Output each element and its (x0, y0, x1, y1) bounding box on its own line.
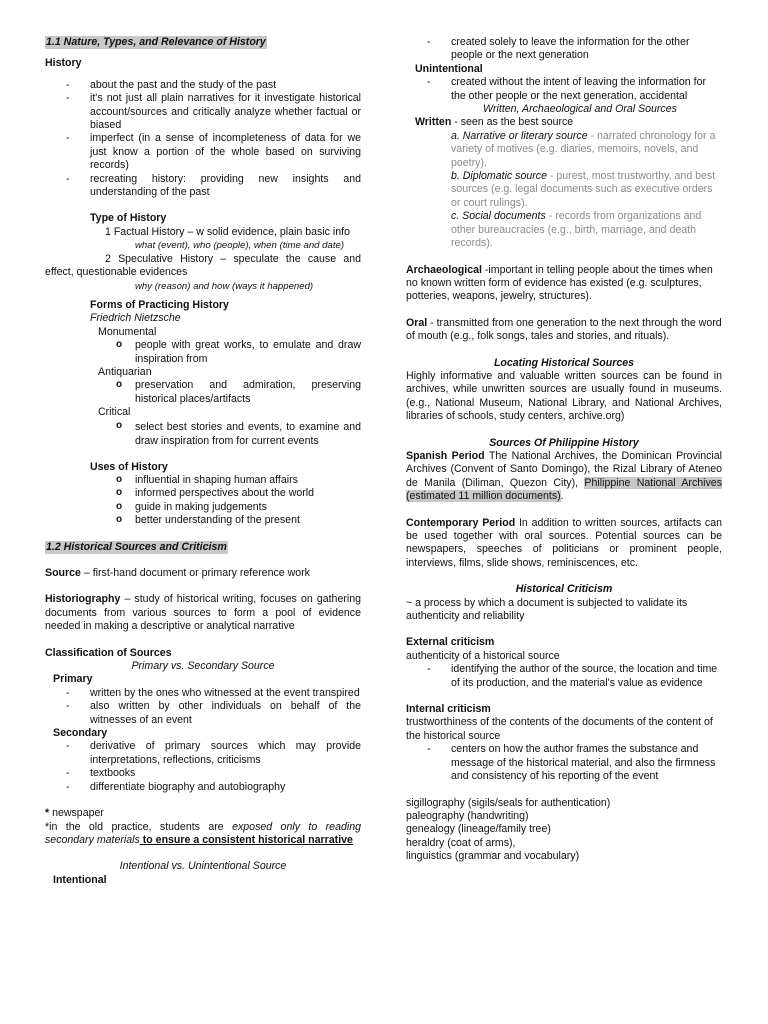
newspaper-text: newspaper (49, 807, 104, 820)
spanish-end: . (560, 490, 564, 503)
written-term: Written (415, 116, 452, 129)
list-item: - imperfect (in a sense of incompleteness of data for we just know a portion of the whole based on surviving records) (45, 132, 361, 172)
list-item: - created without the intent of leaving the information for the other people or the next generation, accidental (406, 76, 722, 103)
written-c-desc: - records from organizations and other bureaucracies (e.g., birth, marriage, and death records). (451, 210, 702, 250)
right-column (406, 36, 722, 864)
written-b-desc: - purest, most trustworthy, and best sources (e.g. legal documents such as executive orders or court rulings). (451, 170, 716, 209)
spanish-term: Spanish Period (406, 449, 485, 462)
primary-heading: Primary (53, 673, 93, 686)
old-practice-text-b: exposed only to reading secondary materials (45, 820, 361, 846)
list-item: - differentiate biography and autobiography (45, 781, 361, 794)
monumental-list (45, 339, 361, 366)
history-heading: History (45, 57, 82, 70)
antiquarian-list (45, 379, 361, 406)
critical-list (45, 420, 361, 448)
written-def: - seen as the best source (451, 116, 574, 129)
uses-list (45, 474, 361, 528)
written-c (406, 210, 719, 250)
source-definition (45, 567, 361, 580)
intentional-heading: Intentional (53, 873, 107, 886)
list-item: - about the past and the study of the past (45, 79, 361, 92)
newspaper-star: * (45, 807, 50, 820)
locating-heading: Locating Historical Sources (493, 356, 635, 369)
list-item: o preservation and admiration, preserving historical places/artifacts (90, 379, 361, 406)
primary-vs-secondary-subtitle: Primary vs. Secondary Source (131, 660, 275, 673)
sources-philippine-heading: Sources Of Philippine History (489, 436, 639, 449)
written-a (406, 130, 719, 170)
list-item: o informed perspectives about the world (90, 487, 361, 500)
archaeological-def: -important in telling people about the times when no known written form of evidence has existed (e.g. sculptures, potteries, weapons, jewelry, structures). (406, 263, 713, 303)
old-practice-text-a: *in the old practice, students are (45, 820, 233, 833)
list-item: o guide in making judgements (90, 501, 361, 514)
oral-definition (406, 317, 722, 344)
spanish-highlight: Philippine National Archives (estimated 11 million documents) (406, 476, 722, 503)
old-practice-note (45, 821, 361, 848)
list-item: - written by the ones who witnessed at the event transpired (45, 687, 361, 700)
list-item: sigillography (sigils/seals for authentication) (406, 796, 611, 809)
list-item: o select best stories and events, to examine and draw inspiration from for current events (90, 420, 361, 448)
written-a-desc: - narrated chronology for a variety of motives (e.g. diaries, memoirs, novels, and poetry). (451, 129, 716, 169)
written-b (406, 170, 719, 210)
archaeological-term: Archaeological (406, 263, 482, 276)
uses-heading: Uses of History (90, 460, 168, 473)
historical-criticism-def: ~ a process by which a document is subjected to validate its authenticity and reliability (406, 596, 688, 623)
external-list (406, 663, 722, 690)
primary-list (45, 687, 361, 727)
internal-criticism-heading: Internal criticism (406, 703, 491, 716)
section-1-2-title: 1.2 Historical Sources and Criticism (46, 540, 227, 553)
source-term: Source (45, 567, 81, 579)
antiquarian-label: Antiquarian (98, 365, 152, 378)
classification-heading: Classification of Sources (45, 646, 172, 659)
list-item: - derivative of primary sources which may provide interpretations, reflections, criticisms (45, 740, 361, 767)
list-item: o influential in shaping human affairs (90, 474, 361, 487)
historiography-def: – study of historical writing, focuses on gathering documents from various sources to form a pool of evidence needed in making a descriptive or analytical narrative (45, 593, 361, 633)
written-arch-oral-subtitle: Written, Archaeological and Oral Sources (483, 103, 677, 116)
left-column (45, 36, 361, 887)
speculative-history: 2 Speculative History – speculate the cause and effect, questionable evidences (45, 252, 361, 279)
archaeological-definition (406, 264, 722, 304)
written-definition (406, 116, 722, 129)
list-item: o better understanding of the present (90, 514, 361, 527)
spanish-text: The National Archives, the Dominican Provincial Archives (Convent of Santo Domingo), the Rizal Library of Ateneo de Manila (Diliman, Quezon City), (406, 449, 722, 489)
unintentional-list (406, 76, 722, 103)
factual-history: 1 Factual History – w solid evidence, plain basic info (105, 225, 350, 238)
written-c-label: c. Social documents (451, 210, 546, 223)
contemporary-text: In addition to written sources, artifacts can be used together with oral sources. Potential sources can be newspapers, speeches of politicians or prominent people, interviews, films, slide shows, reminiscences, etc. (406, 516, 723, 569)
list-item: linguistics (grammar and vocabulary) (406, 850, 580, 863)
list-item: - centers on how the author frames the substance and message of the historical material, and also the firmness and consistency of his reporting of the event (406, 743, 722, 783)
monumental-label: Monumental (98, 325, 157, 338)
list-item: - also written by other individuals on behalf of the witnesses of an event (45, 700, 361, 727)
contemporary-term: Contemporary Period (406, 516, 516, 529)
external-criticism-sub: authenticity of a historical source (406, 649, 560, 662)
list-item: - textbooks (45, 767, 361, 780)
forms-author: Friedrich Nietzsche (90, 312, 181, 325)
auxiliary-sciences-list (406, 797, 722, 864)
unintentional-heading: Unintentional (415, 62, 483, 75)
secondary-list (45, 740, 361, 794)
list-item: - created solely to leave the information for the other people or the next generation (406, 36, 722, 63)
written-b-label: b. Diplomatic source (451, 170, 547, 183)
contemporary-period (406, 517, 722, 571)
factual-history-note: what (event), who (people), when (time and date) (135, 240, 345, 252)
list-item: - recreating history: providing new insights and understanding of the past (45, 173, 361, 200)
newspaper-note (45, 807, 361, 820)
external-criticism-heading: External criticism (406, 636, 495, 649)
intentional-vs-unintentional-subtitle: Intentional vs. Unintentional Source (119, 860, 287, 873)
list-item: - identifying the author of the source, the location and time of its production, and the material's value as evidence (406, 663, 722, 690)
oral-def: - transmitted from one generation to the next through the word of mouth (e.g., folk songs, tales and stories, and rituals). (406, 316, 722, 343)
old-practice-text-c: to ensure a consistent historical narrative (139, 833, 353, 846)
historical-criticism-heading: Historical Criticism (515, 583, 613, 596)
spanish-period (406, 450, 722, 504)
written-a-label: a. Narrative or literary source (451, 129, 588, 142)
list-item: heraldry (coat of arms), (406, 836, 516, 849)
internal-list (406, 743, 722, 783)
list-item: o people with great works, to emulate and draw inspiration from (90, 339, 361, 366)
historiography-term: Historiography (45, 593, 121, 606)
critical-label: Critical (98, 406, 131, 419)
forms-heading: Forms of Practicing History (90, 298, 229, 311)
intentional-list (406, 36, 722, 63)
historiography-definition (45, 593, 361, 633)
type-of-history-heading: Type of History (90, 212, 167, 225)
oral-term: Oral (406, 316, 428, 329)
history-list (45, 79, 361, 200)
source-def: – first-hand document or primary reference work (80, 567, 310, 579)
list-item: paleography (handwriting) (406, 809, 529, 822)
section-1-1-title: 1.1 Nature, Types, and Relevance of History (46, 36, 266, 48)
list-item: genealogy (lineage/family tree) (406, 823, 551, 836)
list-item: - it's not just all plain narratives for it investigate historical account/sources and critically analyze whether factual or biased (45, 92, 361, 132)
secondary-heading: Secondary (53, 727, 108, 740)
locating-text: Highly informative and valuable written sources can be found in archives, while unwritten sources are usually found in museums. (e.g., National Museum, National Library, and National Archives, libraries of schools, study centers, archive.org) (406, 369, 722, 423)
internal-criticism-sub: trustworthiness of the contents of the documents of the content of the historical source (406, 716, 713, 742)
speculative-history-note: why (reason) and how (ways it happened) (135, 280, 314, 292)
